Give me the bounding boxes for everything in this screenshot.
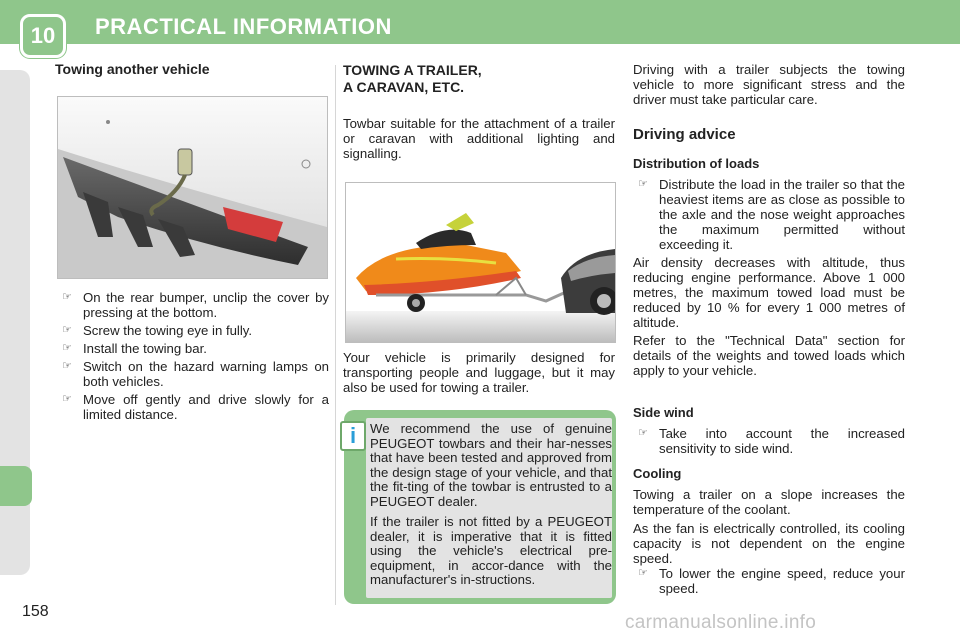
trailer-section [343, 62, 615, 161]
loads-heading: Distribution of loads [633, 156, 760, 171]
watermark: carmanualsonline.info [625, 612, 817, 633]
trailer-intro: Towbar suitable for the attachment of a trailer or caravan with additional lighting and signalling. [343, 116, 615, 161]
driving-advice-section [633, 62, 905, 378]
list-item: ☞ Switch on the hazard warning lamps on both vehicles. [62, 359, 329, 389]
list-item: ☞ Install the towing bar. [62, 341, 207, 356]
air-density-text: Air density decreases with altitude, thus reducing engine performance. Above 1 000 metres, the maximum towed load must be reduced by 10 % for every 1 000 metres of altitude. [633, 255, 905, 330]
trailer-usage: Your vehicle is primarily designed for transporting people and luggage, but it may also be used for towing a trailer. [343, 350, 615, 395]
page-title: PRACTICAL INFORMATION [95, 14, 392, 39]
list-item: ☞ Move off gently and drive slowly for a limited distance. [62, 392, 329, 422]
advice-intro: Driving with a trailer subjects the towing vehicle to more significant stress and the driver must take particular care. [633, 62, 905, 107]
loads-list [633, 177, 905, 252]
side-wind-list [633, 426, 905, 456]
info-panel-content [366, 418, 612, 598]
towing-heading: Towing another vehicle [55, 61, 210, 77]
list-item: ☞ Take into account the increased sensitivity to side wind. [638, 426, 905, 456]
trailer-usage-block [343, 350, 615, 395]
chapter-tab[interactable] [0, 466, 32, 506]
side-wind-heading: Side wind [633, 405, 694, 420]
trailer-heading-line2: A CARAVAN, ETC. [343, 79, 465, 95]
hand-pointer-icon: ☞ [62, 393, 72, 405]
page-number: 158 [22, 603, 49, 620]
hand-pointer-icon: ☞ [62, 342, 72, 354]
refer-text: Refer to the "Technical Data" section for details of the weights and towed loads which apply to your vehicle. [633, 333, 905, 378]
trailer-heading-line1: TOWING A TRAILER, [343, 62, 482, 78]
towing-steps-list [57, 290, 329, 422]
towing-section [55, 62, 327, 77]
driving-advice-heading: Driving advice [633, 126, 736, 143]
hand-pointer-icon: ☞ [62, 291, 72, 303]
jet-ski-trailer-illustration [346, 183, 615, 342]
trailer-photo [345, 182, 616, 343]
column-divider [335, 65, 336, 605]
info-icon: i [340, 421, 366, 451]
hand-pointer-icon: ☞ [638, 427, 648, 439]
info-paragraph-2: If the trailer is not fitted by a PEUGEOT dealer, it is imperative that it is fitted using the vehicle's electrical pre-equipment, in accor-dance with the manufacturer's in-structions. [370, 514, 612, 587]
cooling-heading: Cooling [633, 466, 682, 481]
hand-pointer-icon: ☞ [62, 324, 72, 336]
list-item: ☞ Distribute the load in the trailer so that the heaviest items are as close as possible to the axle and the nose weight approaches the maximum permitted without exceeding it. [638, 177, 905, 252]
hand-pointer-icon: ☞ [638, 567, 648, 579]
rear-bumper-illustration [58, 97, 327, 278]
list-item: ☞ On the rear bumper, unclip the cover by pressing at the bottom. [62, 290, 329, 320]
side-wind-cooling-section [633, 405, 905, 599]
list-item: ☞ Screw the towing eye in fully. [62, 323, 253, 338]
cooling-text-1: Towing a trailer on a slope increases the temperature of the coolant. [633, 487, 905, 517]
towing-steps [57, 290, 329, 425]
hand-pointer-icon: ☞ [638, 178, 648, 190]
info-panel [344, 410, 616, 604]
rear-bumper-photo [57, 96, 328, 279]
cooling-text-2: As the fan is electrically controlled, its cooling capacity is not dependent on the engine speed. [633, 521, 905, 566]
hand-pointer-icon: ☞ [62, 360, 72, 372]
list-item: ☞ To lower the engine speed, reduce your speed. [638, 566, 905, 596]
chapter-badge: 10 [20, 14, 66, 58]
info-paragraph-1: We recommend the use of genuine PEUGEOT towbars and their har-nesses that have been tested and approved from the design stage of your vehicle, and that the fit-ting of the towbar is entrusted to a PEUGEOT dealer. [370, 421, 612, 509]
cooling-list [633, 566, 905, 596]
